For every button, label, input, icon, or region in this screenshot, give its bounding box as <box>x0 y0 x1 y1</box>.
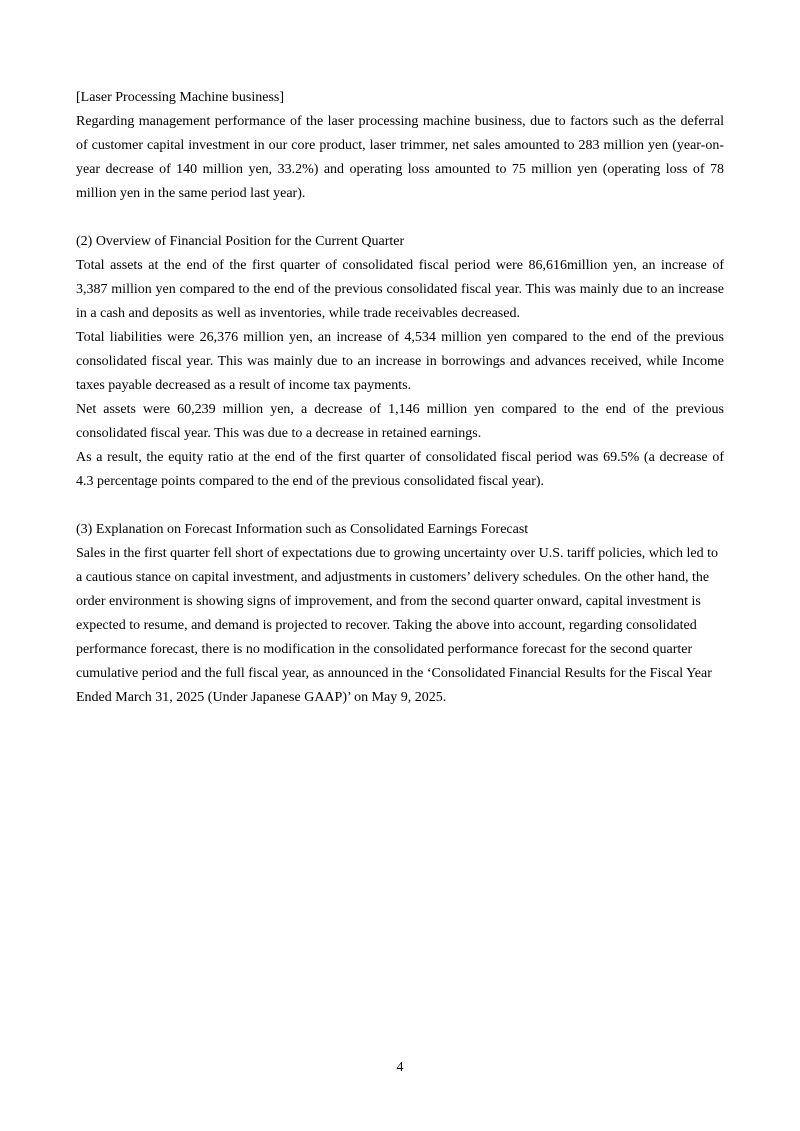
forecast-section <box>76 518 724 710</box>
paragraph-line: expected to resume, and demand is projected to recover. Taking the above into account, regarding consolidated <box>76 618 697 633</box>
paragraph-line: cumulative period and the full fiscal year, as announced in the ‘Consolidated Financial Results for the Fiscal Year <box>76 666 712 681</box>
paragraph-line: order environment is showing signs of improvement, and from the second quarter onward, capital investment is <box>76 594 701 609</box>
paragraph-line: Total assets at the end of the first quarter of consolidated fiscal period were 86,616million yen, an increase of <box>76 258 724 273</box>
paragraph-line: year decrease of 140 million yen, 33.2%) and operating loss amounted to 75 million yen (operating loss of 78 <box>76 162 724 177</box>
section-heading: [Laser Processing Machine business] <box>76 90 285 105</box>
paragraph-line: Total liabilities were 26,376 million yen, an increase of 4,534 million yen compared to the end of the previous <box>76 330 724 345</box>
paragraph-line: consolidated fiscal year. This was due to a decrease in retained earnings. <box>76 426 482 441</box>
section-heading: (3) Explanation on Forecast Information such as Consolidated Earnings Forecast <box>76 522 529 537</box>
section-heading: (2) Overview of Financial Position for the Current Quarter <box>76 234 405 249</box>
paragraph-line: a cautious stance on capital investment, and adjustments in customers’ delivery schedules. On the other hand, the <box>76 570 710 585</box>
spacer <box>76 206 724 230</box>
paragraph-line: consolidated fiscal year. This was mainly due to an increase in borrowings and advances received, while Income <box>76 354 724 369</box>
paragraph-line: of customer capital investment in our core product, laser trimmer, net sales amounted to 283 million yen (year-on- <box>76 138 724 153</box>
spacer <box>76 494 724 518</box>
paragraph-line: Net assets were 60,239 million yen, a decrease of 1,146 million yen compared to the end of the previous <box>76 402 724 417</box>
paragraph-line: taxes payable decreased as a result of income tax payments. <box>76 378 412 393</box>
paragraph-line: performance forecast, there is no modification in the consolidated performance forecast for the second quarter <box>76 642 693 657</box>
paragraph-line: in a cash and deposits as well as inventories, while trade receivables decreased. <box>76 306 520 321</box>
page-number: 4 <box>396 1060 404 1075</box>
paragraph-line: million yen in the same period last year). <box>76 186 306 201</box>
laser-processing-section <box>76 86 724 206</box>
paragraph-line: Regarding management performance of the laser processing machine business, due to factors such as the deferral <box>76 114 724 129</box>
paragraph-line: 3,387 million yen compared to the end of the previous consolidated fiscal year. This was mainly due to an increase <box>76 282 724 297</box>
paragraph-line: Ended March 31, 2025 (Under Japanese GAAP)’ on May 9, 2025. <box>76 690 447 705</box>
paragraph-line: 4.3 percentage points compared to the end of the previous consolidated fiscal year). <box>76 474 545 489</box>
paragraph-line: As a result, the equity ratio at the end of the first quarter of consolidated fiscal period was 69.5% (a decrease of <box>76 450 724 465</box>
document-page <box>76 86 724 710</box>
paragraph-line: Sales in the first quarter fell short of expectations due to growing uncertainty over U.S. tariff policies, which led to <box>76 546 719 561</box>
financial-position-section <box>76 230 724 494</box>
